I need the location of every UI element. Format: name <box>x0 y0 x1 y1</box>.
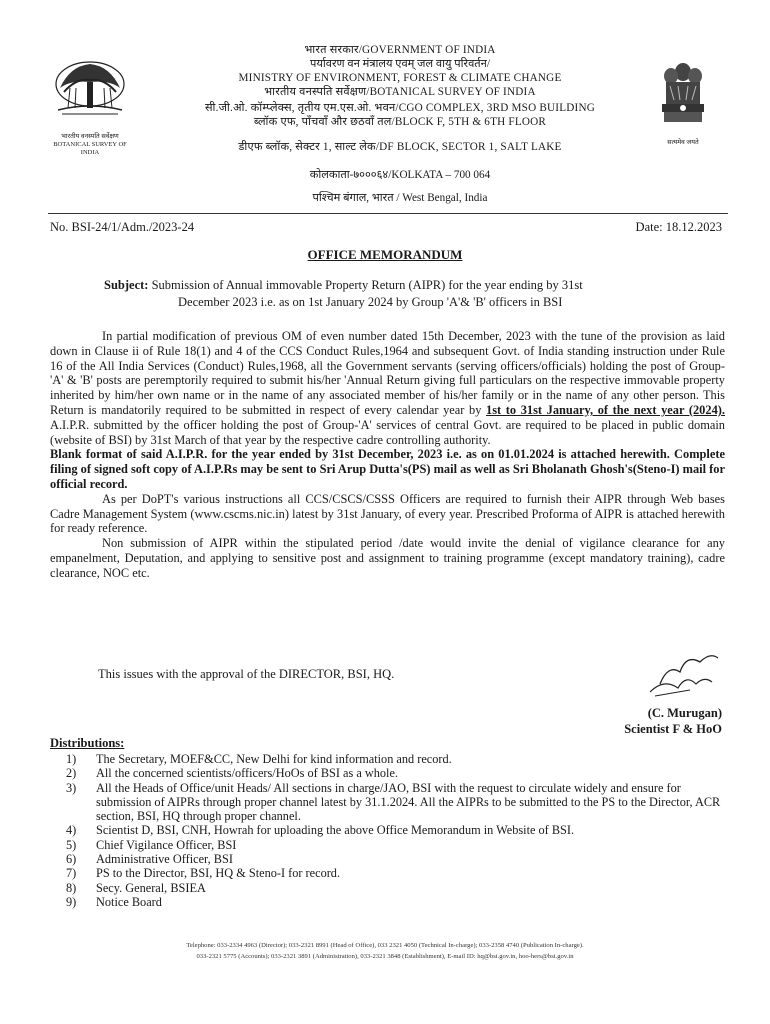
logo-caption-english: BOTANICAL SURVEY OF INDIA <box>53 141 127 156</box>
memo-title: OFFICE MEMORANDUM <box>307 247 463 262</box>
memo-body <box>50 329 725 581</box>
subject-label: Subject: <box>104 278 149 292</box>
signatory-block <box>624 705 722 737</box>
list-item <box>66 823 726 837</box>
distributions-heading: Distributions: <box>50 736 125 750</box>
list-item-text: PS to the Director, BSI, HQ & Steno-I for record. <box>96 866 341 881</box>
list-item <box>66 852 726 866</box>
header-government: भारत सरकार/GOVERNMENT OF INDIA <box>304 44 496 56</box>
list-item-number: 4) <box>66 823 77 838</box>
header-ministry: MINISTRY OF ENVIRONMENT, FOREST & CLIMATE CHANGE <box>238 72 562 84</box>
signatory-name: (C. Murugan) <box>647 706 722 720</box>
paragraph-1-text-b: A.I.P.R. submitted by the officer holding the post of Group-'A' services of central Govt. are required to be placed in public domain (website of BSI) by 31st March of that year by the respective cadre controlling authority. <box>50 417 725 447</box>
approval-note: This issues with the approval of the DIRECTOR, BSI, HQ. <box>98 667 395 681</box>
list-item-text: All the concerned scientists/officers/HoOs of BSI as a whole. <box>96 766 399 781</box>
subject-line-2: December 2023 i.e. as on 1st January 2024 by Group 'A'& 'B' officers in BSI <box>178 295 563 309</box>
paragraph-4: Non submission of AIPR within the stipulated period /date would invite the denial of vigilance clearance for any empanelment, Deputation, and applying to sensitive post and assignment to training programme (except mandatory training), cadre clearance, NOC etc. <box>50 536 725 580</box>
header-ministry-hindi: पर्यावरण वन मंत्रालय एवम् जल वायु परिवर्तन/ <box>309 58 490 70</box>
list-item <box>66 752 726 766</box>
list-item-text: Secy. General, BSIEA <box>96 880 206 895</box>
header-bsi: भारतीय वनस्पति सर्वेक्षण/BOTANICAL SURVEY OF INDIA <box>264 86 536 98</box>
list-item <box>66 766 726 780</box>
list-item-number: 5) <box>66 837 77 852</box>
list-item-number: 8) <box>66 880 77 895</box>
header-divider <box>48 213 728 214</box>
footer-line-1: Telephone: 033-2334 4963 (Director); 033-2321 8991 (Head of Office), 033 2321 4050 (Technical In-charge); 033-2358 4740 (Publication In-charge). <box>186 942 584 949</box>
list-item <box>66 881 726 895</box>
subject-block <box>104 277 724 311</box>
header-state: पश्चिम बंगाल, भारत / West Bengal, India <box>312 192 488 204</box>
memo-date: Date: 18.12.2023 <box>635 220 722 234</box>
list-item-number: 7) <box>66 866 77 881</box>
list-item-text: Administrative Officer, BSI <box>96 852 233 867</box>
list-item-number: 1) <box>66 752 77 766</box>
distributions-list <box>66 752 726 909</box>
list-item <box>66 866 726 880</box>
paragraph-2: Blank format of said A.I.P.R. for the year ended by 31st December, 2023 i.e. as on 01.01.2024 is attached herewith. Complete filing of signed soft copy of A.I.P.Rs may be sent to Sri Arup Dutta's(PS) mail as well as Sri Bholanath Ghosh's(Steno-I) mail for official record. <box>50 447 725 491</box>
emblem-motto: सत्यमेव जयते <box>667 139 699 146</box>
list-item-number: 6) <box>66 852 77 867</box>
state-emblem <box>652 60 714 147</box>
list-item-text: Notice Board <box>96 894 162 909</box>
header-city: कोलकाता-७०००६४/KOLKATA – 700 064 <box>309 169 491 181</box>
list-item <box>66 838 726 852</box>
paragraph-1 <box>50 329 725 447</box>
paragraph-1-text-a: In partial modification of previous OM of even number dated 15th December, 2023 with the tune of the provision as laid down in Clause ii of Rule 18(1) and 4 of the CCS Conduct Rules,1964 and subsequent Govt. of India standing instruction under Rule 16 of the All India Services (Conduct) Rules,1968, all the Government servants (serving officers/officials) holding the post of Group-'A' & 'B' posts are peremptorily required to submit his/her 'Annual Return giving full particulars on the respective immovable property inherited by him/her own name or in the name of any associated member of his/her family or in the name of any other person. This Return is mandatorily required to be submitted in respect of every calendar year by <box>50 329 725 417</box>
header-sector: डीएफ ब्लॉक, सेक्टर 1, साल्ट लेक/DF BLOCK, SECTOR 1, SALT LAKE <box>238 141 562 153</box>
subject-line-1: Submission of Annual immovable Property Return (AIPR) for the year ending by 31st <box>151 278 583 292</box>
paragraph-1-deadline: 1st to 31st January, of the next year (2024). <box>486 402 725 417</box>
header-complex: सी.जी.ओ. कॉम्प्लेक्स, तृतीय एम.एस.ओ. भवन/CGO COMPLEX, 3RD MSO BUILDING <box>204 102 596 114</box>
list-item <box>66 895 726 909</box>
list-item-text: Scientist D, BSI, CNH, Howrah for uploading the above Office Memorandum in Website of BSI. <box>96 823 575 838</box>
bsi-logo <box>50 58 130 157</box>
footer-contacts <box>0 940 770 962</box>
list-item-text: All the Heads of Office/unit Heads/ All sections in charge/JAO, BSI with the request to circulate widely and ensure for submission of AIPRs through proper channel latest by 31.1.2024. All the AIPRs to be submitted to the PS to the Director, ACR section, BSI, HQ through proper channel. <box>96 780 721 824</box>
logo-caption-hindi: भारतीय वनस्पति सर्वेक्षण <box>61 133 119 140</box>
footer-line-2: 033-2321 5775 (Accounts); 033-2321 3891 (Administration), 033-2321 3848 (Establishment), E-mail ID: hq@bsi.gov.in, hoo-hers@bsi.gov.in <box>196 953 574 960</box>
header-block: ब्लॉक एफ, पाँचवाँ और छठवाँ तल/BLOCK F, 5TH & 6TH FLOOR <box>253 116 547 128</box>
signature-image <box>620 644 730 704</box>
paragraph-3: As per DoPT's various instructions all CCS/CSCS/CSSS Officers are required to furnish their AIPR through Web bases Cadre Management System (www.cscms.nic.in) latest by 31st January, of every year. Prescribed Proforma of AIPR is attached herewith for ready reference. <box>50 491 725 536</box>
list-item-text: The Secretary, MOEF&CC, New Delhi for kind information and record. <box>96 752 452 766</box>
list-item <box>66 781 726 824</box>
reference-number: No. BSI-24/1/Adm./2023-24 <box>50 220 195 234</box>
list-item-number: 2) <box>66 766 77 781</box>
list-item-number: 9) <box>66 894 77 909</box>
signatory-title: Scientist F & HoO <box>624 722 722 736</box>
list-item-number: 3) <box>66 780 77 795</box>
list-item-text: Chief Vigilance Officer, BSI <box>96 837 237 852</box>
